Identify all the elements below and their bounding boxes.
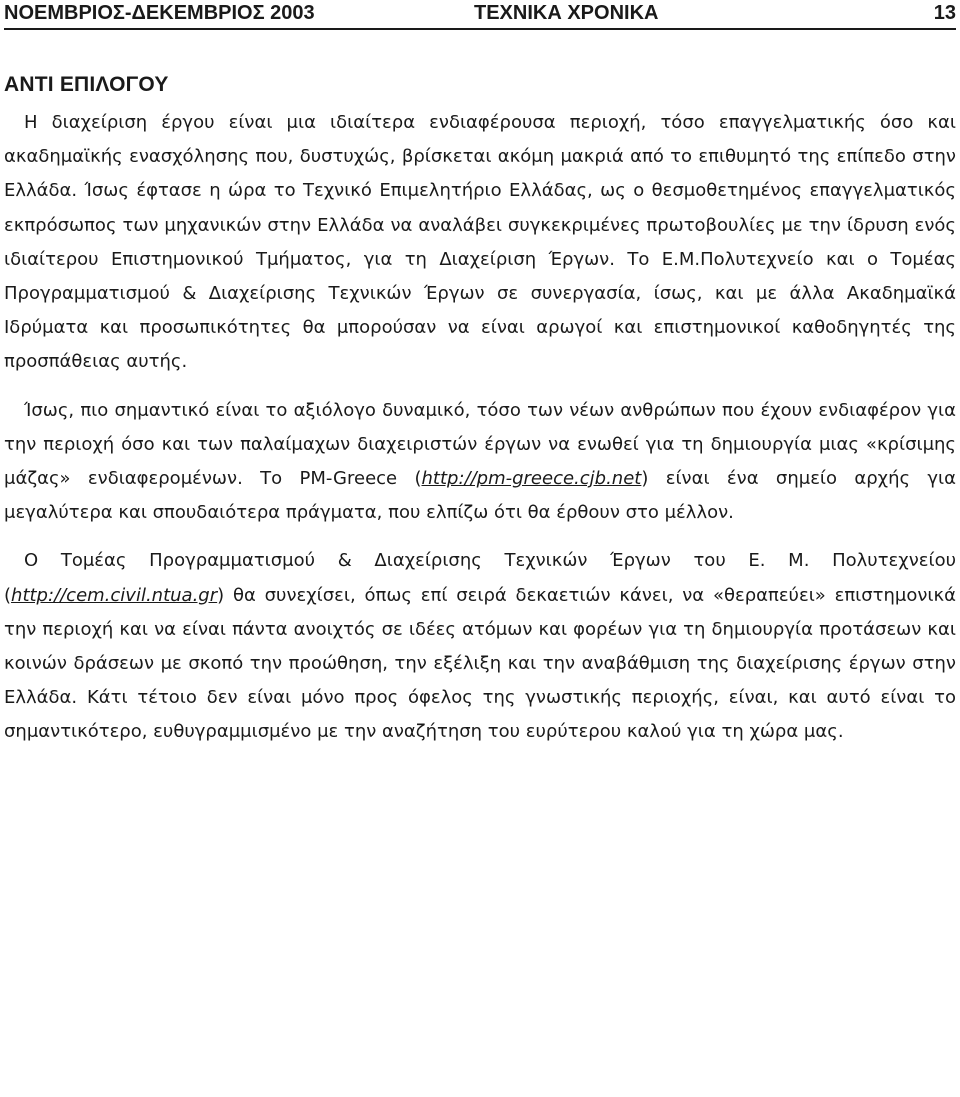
paragraph-1-text: Η διαχείριση έργου είναι μια ιδιαίτερα ενδιαφέρουσα περιοχή, τόσο επαγγελματικής όσο και ακαδημαϊκής ενασχόλησης που, δυστυχώς, βρίσκεται ακόμη μακριά από το επιθυμητό της επίπεδο στην Ελλάδα. Ίσως έφτασε η ώρα το Τεχνικό Επιμελητήριο Ελλάδας, ως ο θεσμοθετημένος επαγγελματικός εκπρόσωπος των μηχανικών στην Ελλάδα να αναλάβει συγκεκριμένες πρωτοβουλίες με την ίδρυση ενός ιδιαίτερου Επιστημονικού Τμήματος, για τη Διαχείριση Έργων. Το Ε.Μ.Πολυτεχνείο και ο Τομέας Προγραμματισμού & Διαχείρισης Τεχνικών Έργων σε συνεργασία, ίσως, και με άλλα Ακαδημαϊκά Ιδρύματα και προσωπικότητες θα μπορούσαν να είναι αρωγοί και επιστημονικοί καθοδηγητές της προσπάθειας αυτής. <box>4 112 956 373</box>
journal-title: ΤΕΧΝΙΚΑ ΧΡΟΝΙΚΑ <box>474 2 659 24</box>
paragraph-2-text-end: ) είναι ένα σημείο αρχής για μεγαλύτερα και σπουδαιότερα πράγματα, που ελπίζω ότι θα έρθουν στο μέλλον. <box>4 468 957 524</box>
running-header <box>4 0 956 30</box>
paragraph-3 <box>4 544 956 749</box>
paragraph-2-text-start: Ίσως, πιο σημαντικό είναι το αξιόλογο δυναμικό, τόσο των νέων ανθρώπων που έχουν ενδιαφέρον για την περιοχή όσο και των παλαίμαχων διαχειριστών έργων να ενωθεί για τη δημιουργία μιας «κρίσιμης μάζας» ενδιαφερομένων. Το PM-Greece ( <box>4 399 956 490</box>
page-number: 13 <box>933 2 956 24</box>
paragraph-2 <box>4 394 956 531</box>
cem-ntua-link[interactable]: http://cem.civil.ntua.gr <box>11 584 218 606</box>
paragraph-3-text-start: Ο Τομέας Προγραμματισμού & Διαχείρισης Τεχνικών Έργων του Ε. Μ. Πολυτεχνείου ( <box>4 550 956 606</box>
pm-greece-link[interactable]: http://pm-greece.cjb.net <box>421 468 642 490</box>
paragraph-1 <box>4 106 956 380</box>
issue-date: ΝΟΕΜΒΡΙΟΣ-ΔΕΚΕΜΒΡΙΟΣ 2003 <box>4 2 315 24</box>
paragraph-3-text-end: ) θα συνεχίσει, όπως επί σειρά δεκαετιών κάνει, να «θεραπεύει» επιστημονικά την περιοχή και να είναι πάντα ανοιχτός σε ιδέες ατόμων και φορέων για τη δημιουργία προτάσεων και κοινών δράσεων με σκοπό την προώθηση, την εξέλιξη και την αναβάθμιση της διαχείρισης έργων στην Ελλάδα. Κάτι τέτοιο δεν είναι μόνο προς όφελος της γνωστικής περιοχής, είναι, και αυτό είναι το σημαντικότερο, ευθυγραμμισμένο με την αναζήτηση του ευρύτερου καλού για τη χώρα μας. <box>4 584 956 743</box>
section-title: ΑΝΤΙ ΕΠΙΛΟΓΟΥ <box>4 73 169 96</box>
